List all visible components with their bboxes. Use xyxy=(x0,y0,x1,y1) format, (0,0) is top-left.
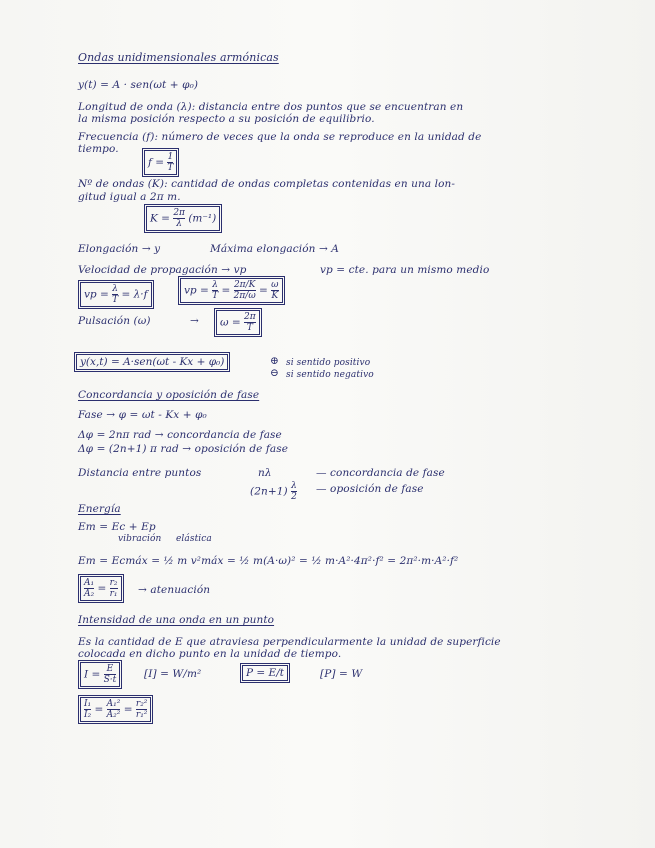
frac-den: 2π/ω xyxy=(233,291,256,301)
distance-concordance: — concordancia de fase xyxy=(316,467,445,479)
sign-pos-icon: ⊕ xyxy=(270,355,279,367)
intensity-formula-box xyxy=(78,660,122,689)
frac-num: 2π xyxy=(244,312,256,322)
intensity-def-1: Es la cantidad de E que atraviesa perpendicularmente la unidad de superficie xyxy=(78,636,501,648)
speed-label-1b: = λ·f xyxy=(121,288,148,301)
phase-opposition: Δφ = (2n+1) π rad → oposición de fase xyxy=(78,443,289,455)
speed-fraction-2b xyxy=(234,280,256,301)
frac-den: K xyxy=(271,291,279,301)
intensity-unit: [I] = W/m² xyxy=(144,668,202,680)
radius-ratio xyxy=(110,578,118,599)
speed-label-1: vp = xyxy=(84,288,113,301)
equals-sign: = xyxy=(123,703,133,716)
frequency-formula-label: f = xyxy=(148,156,168,169)
intensity-def-2: colocada en dicho punto en la unidad de tiempo. xyxy=(78,648,342,660)
sign-neg-icon: ⊖ xyxy=(270,367,279,379)
propagation-speed-note: vp = cte. para un mismo medio xyxy=(320,264,490,276)
pulsation-formula-box xyxy=(214,308,262,337)
pulsation-arrow: → xyxy=(190,315,199,327)
frac-den: A₂² xyxy=(106,710,121,720)
wave-equation-time: y(t) = A · sen(ωt + φ₀) xyxy=(78,79,199,91)
wavelength-def-1: Longitud de onda (λ): distancia entre dos puntos que se encuentran en xyxy=(78,101,464,113)
power-unit: [P] = W xyxy=(320,668,363,680)
wavenumber-unit: (m⁻¹) xyxy=(188,212,217,225)
frac-num: 1 xyxy=(167,152,174,162)
phase-section-title: Concordancia y oposición de fase xyxy=(78,389,260,401)
frac-den: 2 xyxy=(291,492,297,502)
frac-num: r₂² xyxy=(135,699,148,709)
frac-den: A₂ xyxy=(84,589,95,599)
max-energy-expansion: Em = Ecmáx = ½ m v²máx = ½ m(A·ω)² = ½ m·A²·4π²·f² = 2π²·m·A²·f² xyxy=(78,555,459,567)
intensity-label: I = xyxy=(84,668,104,681)
wavenumber-formula-box xyxy=(144,204,222,233)
speed-formula-box-2 xyxy=(178,276,285,305)
distance-opposition: — oposición de fase xyxy=(316,483,424,495)
frac-den: T xyxy=(212,291,219,301)
phase-definition: Fase → φ = ωt - Kx + φ₀ xyxy=(78,409,207,421)
frac-num: λ xyxy=(112,284,118,294)
frequency-formula-box xyxy=(142,148,179,177)
energy-section-title: Energía xyxy=(78,503,121,515)
speed-fraction-2c xyxy=(271,280,278,301)
equals-sign: = xyxy=(97,582,107,595)
equals-sign: = xyxy=(94,703,104,716)
attenuation-label: → atenuación xyxy=(138,584,211,596)
wavenumber-def-2: gitud igual a 2π m. xyxy=(78,191,181,203)
wavelength-def-2: la misma posición respecto a su posición de equilibrio. xyxy=(78,113,375,125)
distance-opposition-expr xyxy=(250,481,297,502)
equals-sign: = xyxy=(221,284,231,297)
frequency-def-1: Frecuencia (f): número de veces que la onda se reproduce en la unidad de xyxy=(78,131,482,143)
amplitude-squared-ratio xyxy=(107,699,121,720)
half-wavelength-fraction xyxy=(291,481,297,502)
frac-num: λ xyxy=(212,280,218,290)
pulsation-formula-label: ω = xyxy=(220,316,245,329)
frac-num: E xyxy=(104,664,117,675)
frac-den: T xyxy=(112,295,119,305)
frac-den: S·t xyxy=(103,675,117,685)
frac-num: r₂ xyxy=(109,578,118,588)
frac-den: r₁ xyxy=(109,589,118,599)
frac-num: 2π xyxy=(173,208,185,218)
frac-den: r₁² xyxy=(135,710,148,720)
intensity-ratio xyxy=(84,699,91,720)
frequency-fraction xyxy=(167,152,173,173)
radius-squared-ratio xyxy=(136,699,148,720)
frequency-def-2: tiempo. xyxy=(78,143,119,155)
amplitude-ratio xyxy=(84,578,94,599)
distance-concordance-expr: nλ xyxy=(258,467,272,479)
speed-fraction-1 xyxy=(112,284,118,305)
frac-num: 2π/K xyxy=(233,280,256,290)
pulsation-label: Pulsación (ω) xyxy=(78,315,151,327)
phase-concordance: Δφ = 2nπ rad → concordancia de fase xyxy=(78,429,282,441)
kinetic-subscript: vibración xyxy=(118,534,162,544)
wavenumber-label: K = xyxy=(150,212,174,225)
intensity-ratio-box xyxy=(78,695,153,724)
frac-num: ω xyxy=(271,280,279,290)
elongation: Elongación → y xyxy=(78,243,161,255)
propagation-speed: Velocidad de propagación → vp xyxy=(78,264,247,276)
intensity-fraction xyxy=(104,664,117,685)
frac-den: λ xyxy=(176,219,183,229)
potential-subscript: elástica xyxy=(176,534,212,544)
wavenumber-fraction xyxy=(173,208,185,229)
frac-num: A₁² xyxy=(106,699,121,709)
frac-den: T xyxy=(246,323,253,333)
frac-num: A₁ xyxy=(84,578,95,588)
pulsation-fraction xyxy=(244,312,256,333)
page-title: Ondas unidimensionales armónicas xyxy=(78,51,279,64)
wave-equation-box: y(x,t) = A·sen(ωt - Kx + φ₀) xyxy=(74,352,230,372)
speed-formula-box-1 xyxy=(78,280,154,309)
equals-sign: = xyxy=(259,284,268,297)
frac-den: I₂ xyxy=(84,710,92,720)
max-elongation: Máxima elongación → A xyxy=(210,243,339,255)
negative-direction: si sentido negativo xyxy=(286,370,374,380)
wavenumber-def-1: Nº de ondas (K): cantidad de ondas completas contenidas en una lon- xyxy=(78,178,456,190)
speed-label-2: vp = xyxy=(184,284,213,297)
intensity-section-title: Intensidad de una onda en un punto xyxy=(78,614,275,626)
odd-factor: (2n+1) xyxy=(250,485,288,498)
speed-fraction-2a xyxy=(212,280,218,301)
attenuation-box xyxy=(78,574,124,603)
frac-den: T xyxy=(167,163,174,173)
mechanical-energy: Em = Ec + Ep xyxy=(78,521,156,533)
distance-label: Distancia entre puntos xyxy=(78,467,202,479)
power-formula-box: P = E/t xyxy=(240,663,290,683)
frac-num: λ xyxy=(291,481,297,491)
frac-num: I₁ xyxy=(84,699,92,709)
positive-direction: si sentido positivo xyxy=(286,358,371,368)
